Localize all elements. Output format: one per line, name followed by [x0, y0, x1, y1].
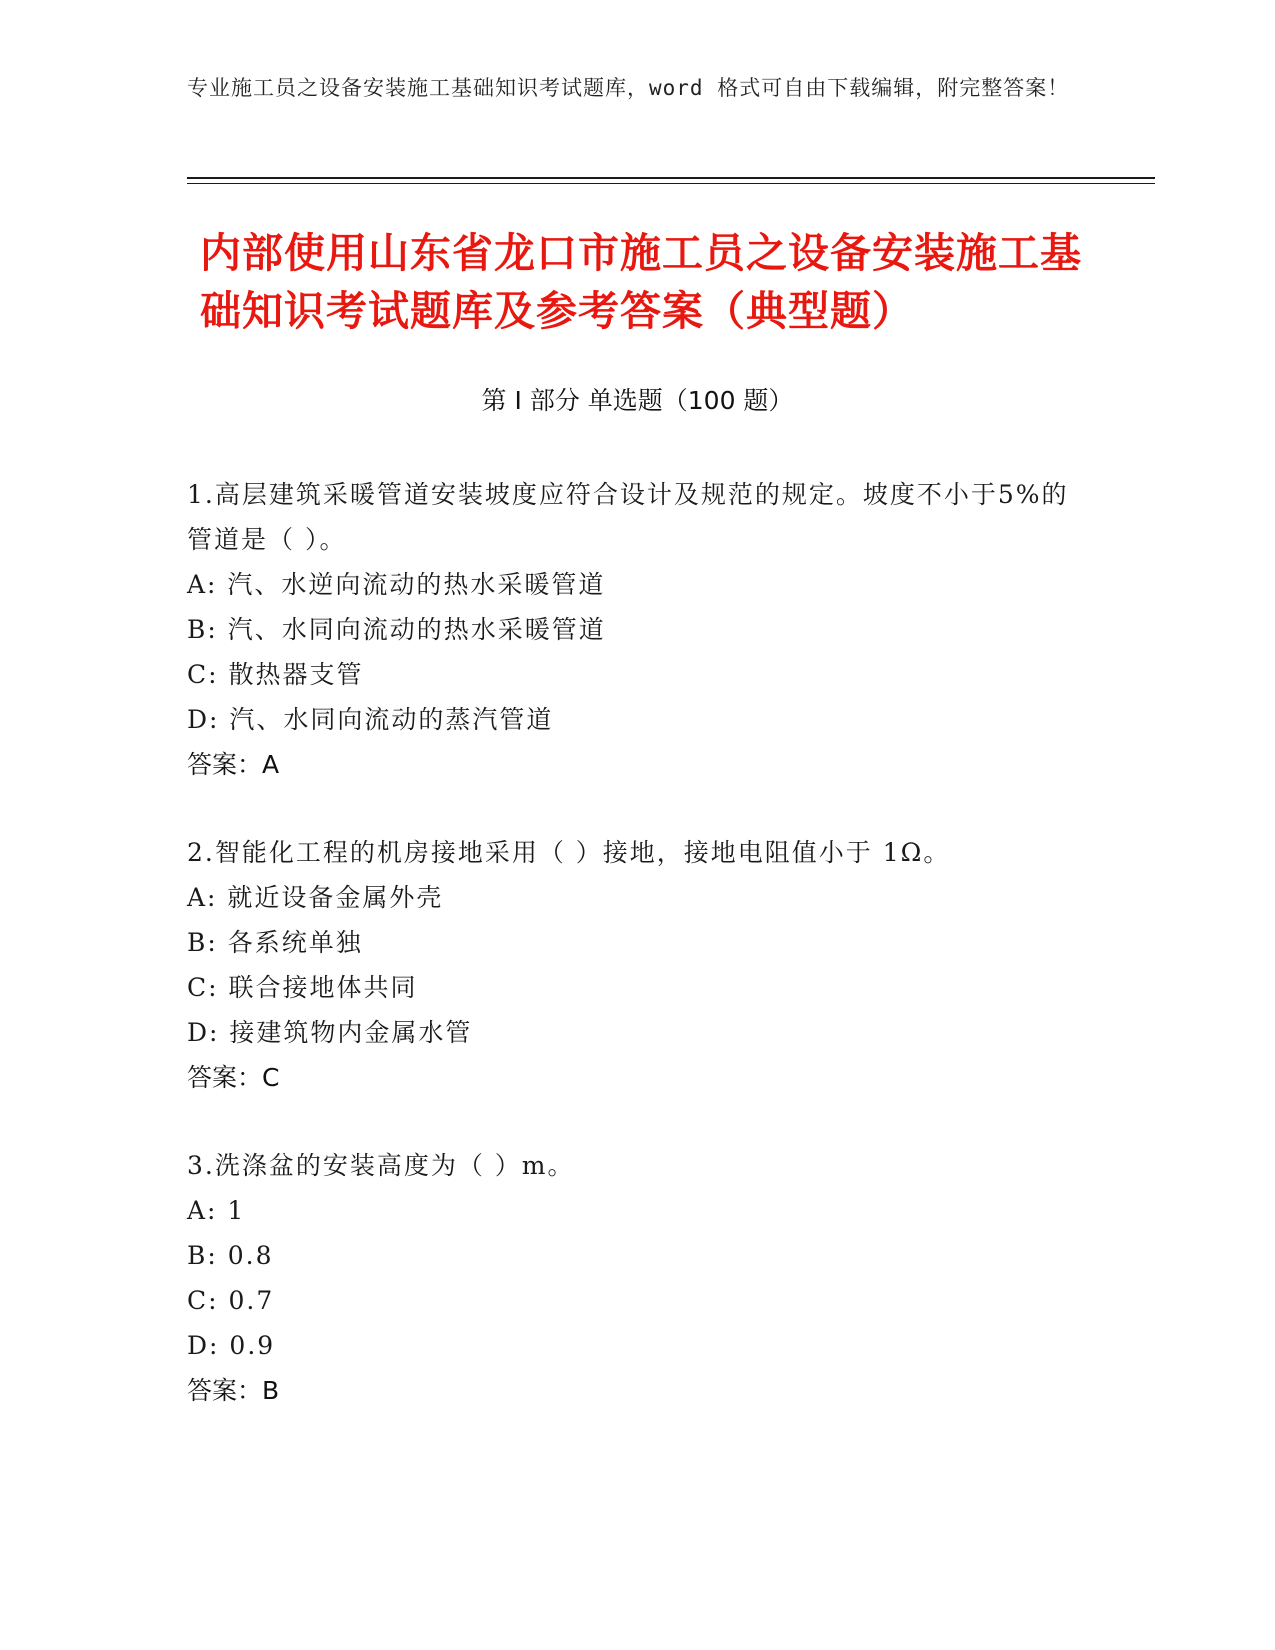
option-b: B: 0.8 [187, 1241, 274, 1270]
header-divider-thick [187, 177, 1155, 179]
header-divider-thin [187, 183, 1155, 184]
option-c: C: 散热器支管 [187, 660, 364, 689]
option-a: A: 汽、水逆向流动的热水采暖管道 [187, 570, 606, 599]
option-c: C: 0.7 [187, 1286, 275, 1315]
question-2 [187, 830, 1087, 1100]
question-stem: 1.高层建筑采暖管道安装坡度应符合设计及规范的规定。坡度不小于5%的管道是（ ）。 [187, 480, 1069, 554]
option-d: D: 汽、水同向流动的蒸汽管道 [187, 705, 554, 734]
header-note: 专业施工员之设备安装施工基础知识考试题库，word 格式可自由下载编辑，附完整答案！ [187, 76, 1070, 100]
question-1 [187, 472, 1087, 787]
option-a: A: 1 [187, 1196, 246, 1225]
option-b: B: 各系统单独 [187, 928, 363, 957]
option-d: D: 接建筑物内金属水管 [187, 1018, 473, 1047]
answer: 答案：C [187, 1063, 280, 1092]
option-c: C: 联合接地体共同 [187, 973, 418, 1002]
question-list [187, 472, 1087, 1456]
question-stem: 3.洗涤盆的安装高度为（ ）m。 [187, 1151, 575, 1180]
document-title: 内部使用山东省龙口市施工员之设备安装施工基础知识考试题库及参考答案（典型题） [200, 229, 1082, 335]
answer: 答案：B [187, 1376, 280, 1405]
option-b: B: 汽、水同向流动的热水采暖管道 [187, 615, 606, 644]
section-title: 第 I 部分 单选题（100 题） [481, 386, 794, 415]
question-stem: 2.智能化工程的机房接地采用（ ）接地，接地电阻值小于 1Ω。 [187, 838, 951, 867]
question-3 [187, 1143, 1087, 1413]
answer: 答案：A [187, 750, 280, 779]
option-a: A: 就近设备金属外壳 [187, 883, 444, 912]
option-d: D: 0.9 [187, 1331, 276, 1360]
